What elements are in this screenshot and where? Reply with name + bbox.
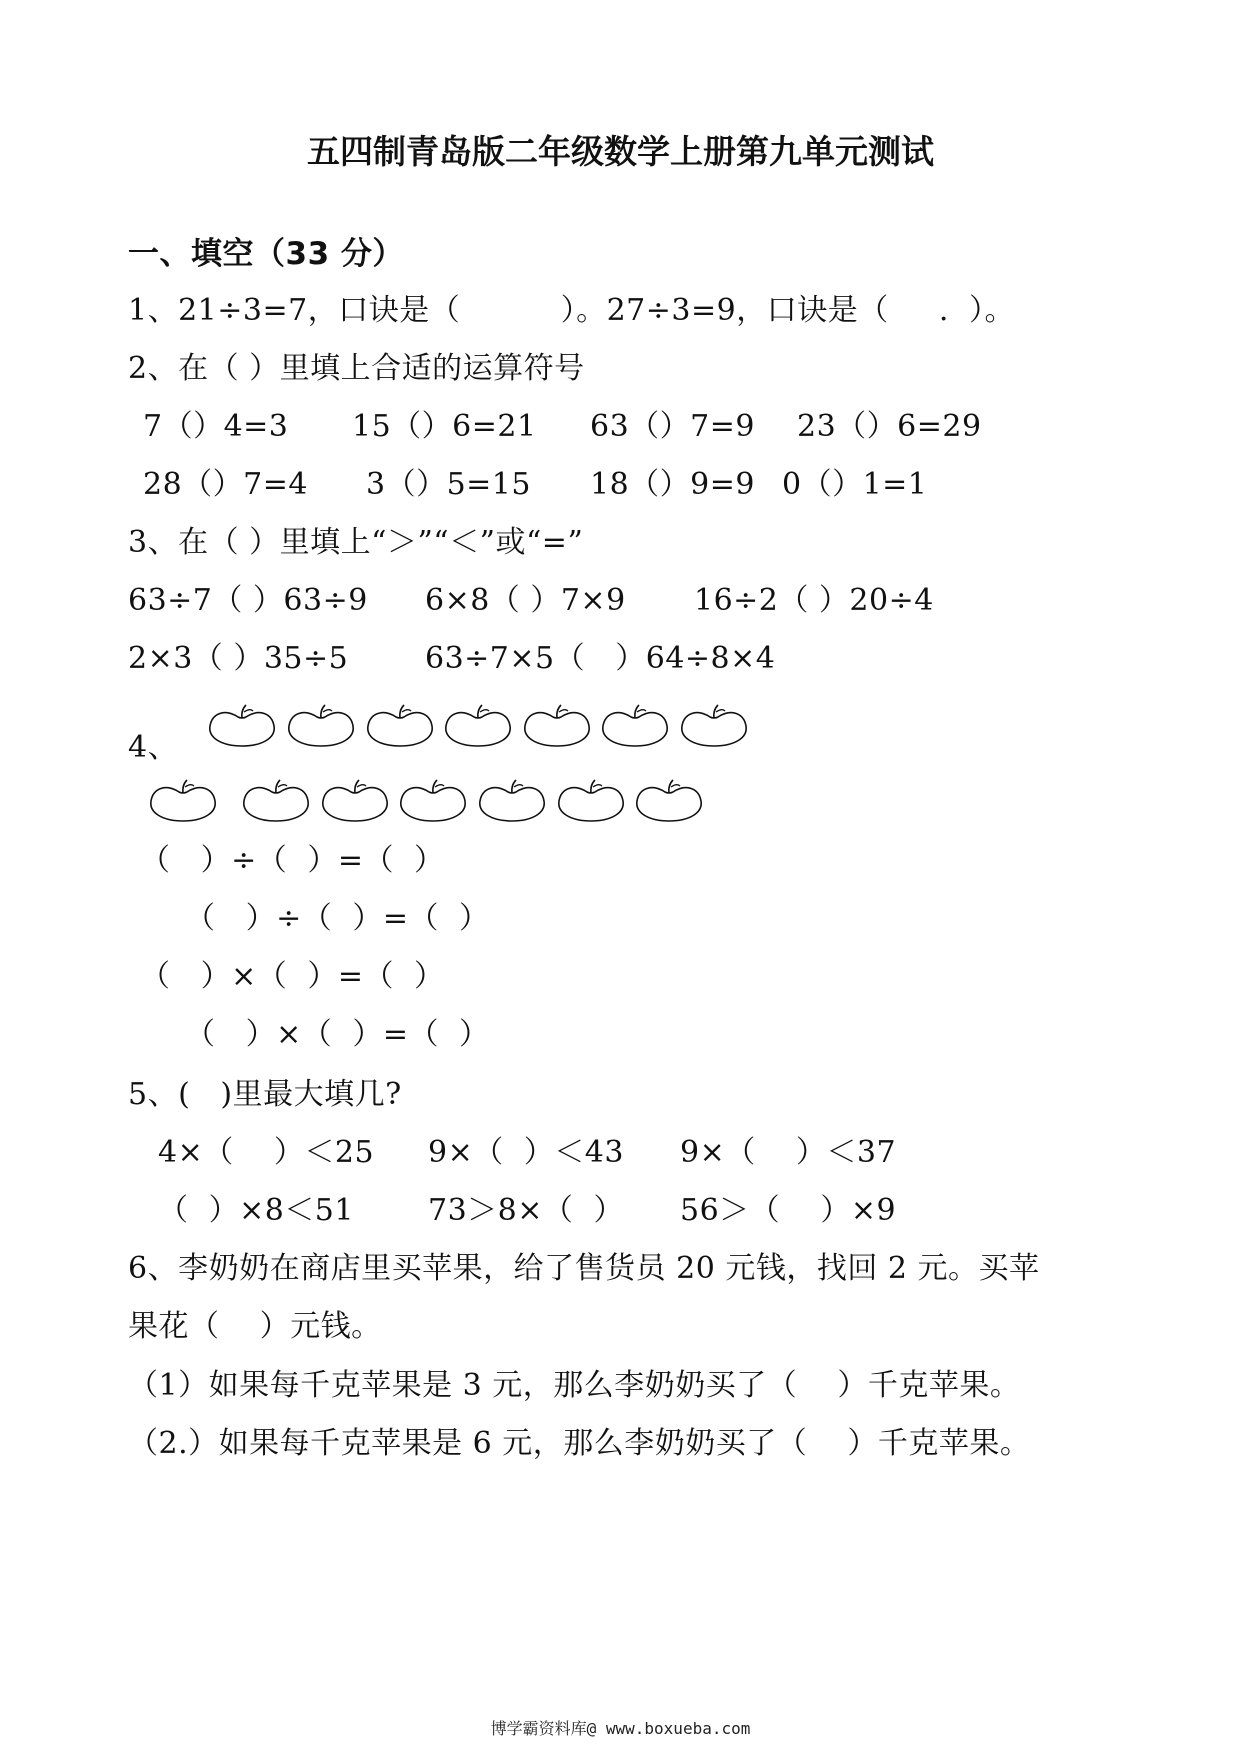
- q5-item: 73＞8×（ ）: [428, 1193, 624, 1228]
- apple-icon: [525, 705, 589, 746]
- q3-item: 63÷7（ ）63÷9: [128, 583, 368, 618]
- q3-item: 2×3（ ）35÷5: [128, 641, 349, 676]
- q4-blank: （ ）×（ ）=（ ）: [185, 1017, 490, 1052]
- q2-item: 18（）9=9: [590, 467, 755, 502]
- q4-blank: （ ）÷（ ）=（ ）: [185, 901, 490, 936]
- apple-icon: [559, 780, 623, 821]
- q4-blank: （ ）÷（ ）=（ ）: [140, 843, 445, 878]
- question-6-line2: 果花（ ）元钱。: [128, 1309, 382, 1344]
- question-5-prompt: 5、( )里最大填几?: [128, 1077, 402, 1112]
- apple-icon: [323, 780, 387, 821]
- apple-icon: [210, 705, 274, 746]
- q3-item: 16÷2（ ）20÷4: [694, 583, 934, 618]
- apple-icon: [289, 705, 353, 746]
- q5-item: 9×（ ）＜43: [428, 1135, 624, 1170]
- q5-item: 56＞（ ）×9: [680, 1193, 897, 1228]
- apple-icon: [401, 780, 465, 821]
- question-3-prompt: 3、在（ ）里填上“＞”“＜”或“=”: [128, 525, 584, 560]
- q2-item: 0（）1=1: [782, 467, 928, 502]
- apple-icon: [151, 780, 215, 821]
- question-4-label: 4、: [128, 730, 179, 765]
- q2-item: 23（）6=29: [797, 409, 982, 444]
- question-1: 1、21÷3=7，口诀是（ ）。27÷3=9，口诀是（ . ）。: [128, 293, 1015, 328]
- q2-item: 3（）5=15: [366, 467, 531, 502]
- q2-item: 28（）7=4: [143, 467, 308, 502]
- apple-illustration: [0, 0, 1241, 850]
- apple-icon: [480, 780, 544, 821]
- q2-item: 15（）6=21: [352, 409, 537, 444]
- q3-item: 6×8（ ）7×9: [425, 583, 626, 618]
- question-6-sub2: （2.）如果每千克苹果是 6 元，那么李奶奶买了（ ）千克苹果。: [128, 1426, 1031, 1461]
- q5-item: （ ）×8＜51: [158, 1193, 354, 1228]
- q2-item: 63（）7=9: [590, 409, 755, 444]
- q5-item: 9×（ ）＜37: [680, 1135, 897, 1170]
- question-6-line1: 6、李奶奶在商店里买苹果，给了售货员 20 元钱，找回 2 元。买苹: [128, 1251, 1040, 1286]
- question-6-sub1: （1）如果每千克苹果是 3 元，那么李奶奶买了（ ）千克苹果。: [128, 1368, 1021, 1403]
- page-title: 五四制青岛版二年级数学上册第九单元测试: [307, 132, 934, 171]
- apple-icon: [368, 705, 432, 746]
- apple-icon: [244, 780, 308, 821]
- apple-icon: [637, 780, 701, 821]
- apple-icon: [682, 705, 746, 746]
- q3-item: 63÷7×5（ ）64÷8×4: [425, 641, 776, 676]
- apple-icon: [446, 705, 510, 746]
- apple-icon: [603, 705, 667, 746]
- footer-watermark: 博学霸资料库@ www.boxueba.com: [490, 1719, 751, 1738]
- q4-blank: （ ）×（ ）=（ ）: [140, 959, 445, 994]
- question-2-prompt: 2、在（ ）里填上合适的运算符号: [128, 351, 585, 386]
- q2-item: 7（）4=3: [143, 409, 289, 444]
- section-fill-blank-heading: 一、填空（33 分）: [128, 236, 404, 272]
- q5-item: 4×（ ）＜25: [158, 1135, 375, 1170]
